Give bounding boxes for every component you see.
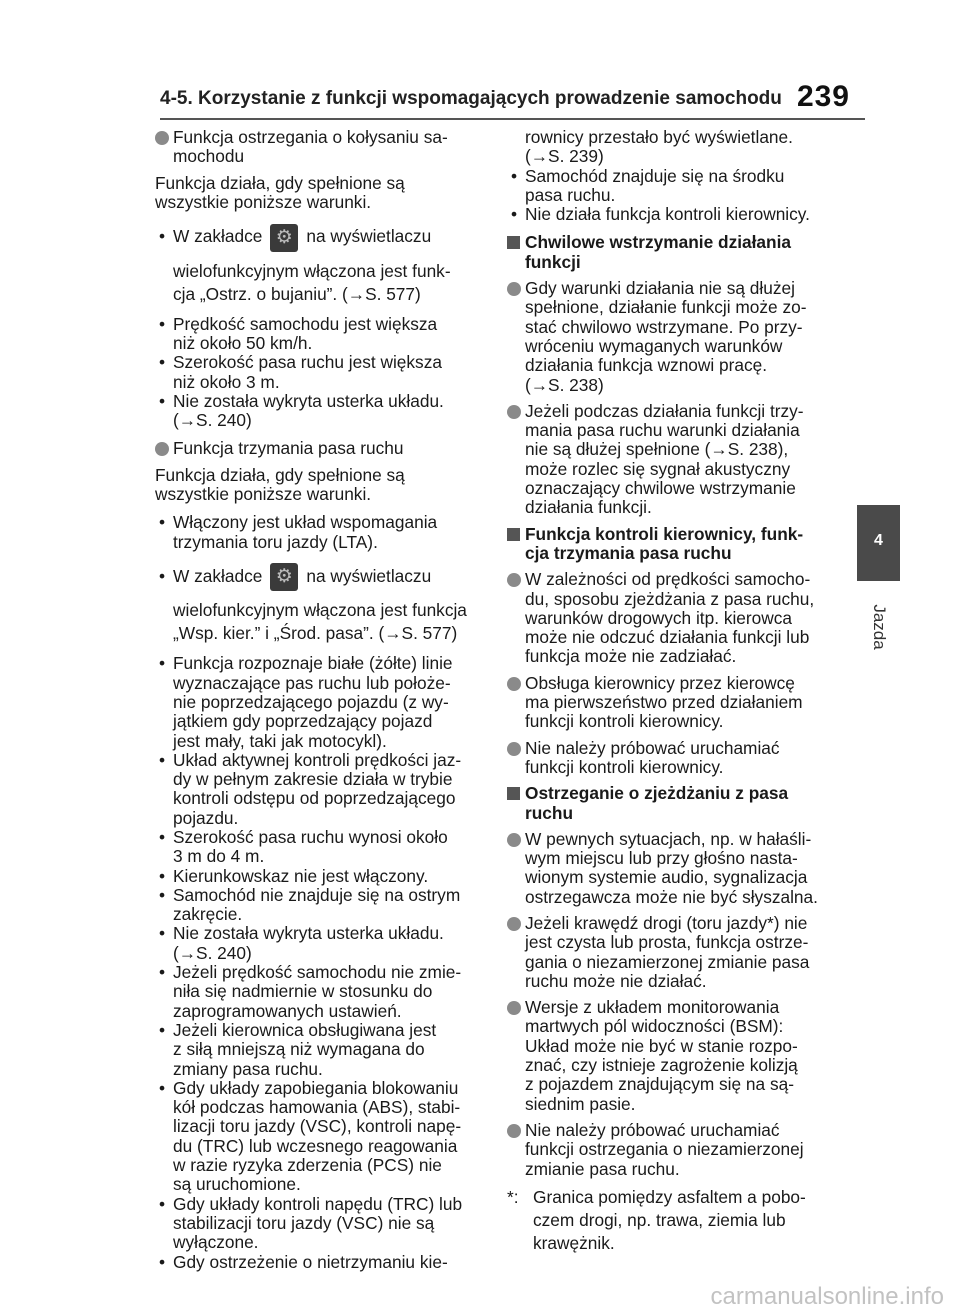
paragraph: Funkcja działa, gdy spełnione są wszystkie poniższe warunki.	[155, 172, 405, 212]
footnote-text: Granica pomiędzy asfaltem a pobo- czem drogi, np. trawa, ziemia lub krawężnik.	[533, 1186, 806, 1253]
chapter-tab[interactable]	[857, 505, 900, 581]
bullet-paragraph: Jeżeli podczas działania funkcji trzy- mania pasa ruchu warunki działania nie są dłużej spełnione (→S. 238), może rozlec się sygnał akustyczny oznaczający chwilowe wstrzymanie działania funkcji.	[507, 402, 832, 518]
bullet-paragraph: Gdy warunki działania nie są dłużej spełnione, działanie funkcji może zo- stać chwilowo wstrzymane. Po przy- wróceniu wymaganych warunków działania funkcja wznowi pracę. (→S. 238)	[507, 279, 832, 395]
header-divider	[160, 118, 865, 120]
condition-list	[155, 221, 485, 251]
bullet-paragraph: W zależności od prędkości samocho- du, sposobu zjeżdżania z pasa ruchu, warunków drogowych itp. kierowca może nie odczuć działania funkcji lub funkcja może nie zadziałać.	[507, 570, 832, 666]
condition-list	[155, 513, 485, 591]
list-item: • Samochód znajduje się na środku pasa ruchu.	[507, 167, 832, 206]
bullet-paragraph: Obsługa kierownicy przez kierowcę ma pierwszeństwo przed działaniem funkcji kontroli kierownicy.	[507, 674, 832, 732]
list-item: • Gdy układy zapobiegania blokowaniu kół podczas hamowania (ABS), stabi- lizacji toru jazdy (VSC), kontroli napę- du (TRC) lub wczesnego reagowania w razie ryzyka zderzenia (PCS) nie są uruchomione.	[155, 1079, 485, 1195]
watermark: carmanualsonline.info	[710, 1283, 944, 1310]
list-item: • Gdy ostrzeżenie o nietrzymaniu kie-	[155, 1253, 485, 1272]
list-item: • Nie została wykryta usterka układu. (→S. 240)	[155, 392, 485, 431]
list-item-continuation: rownicy przestało być wyświetlane. (→S. 239)	[525, 127, 793, 167]
list-item: • Układ aktywnej kontroli prędkości jaz- dy w pełnym zakresie działa w trybie kontroli odstępu od poprzedzającego pojazdu.	[155, 751, 485, 828]
list-item: • Kierunkowskaz nie jest włączony.	[155, 867, 485, 886]
paragraph: Funkcja działa, gdy spełnione są wszystkie poniższe warunki.	[155, 464, 405, 504]
condition-list	[155, 654, 485, 1272]
list-item: • Nie działa funkcja kontroli kierownicy.	[507, 205, 832, 224]
bullet-paragraph: Nie należy próbować uruchamiać funkcji ostrzegania o niezamierzonej zmianie pasa ruchu.	[507, 1121, 832, 1179]
condition-list	[155, 315, 485, 431]
list-item: • Prędkość samochodu jest większa niż około 50 km/h.	[155, 315, 485, 354]
settings-icon	[270, 563, 298, 591]
section-heading: Funkcja kontroli kierownicy, funk- cja trzymania pasa ruchu	[507, 525, 832, 564]
section-heading: Chwilowe wstrzymanie działania funkcji	[507, 233, 832, 272]
chapter-label	[857, 592, 900, 662]
bullet-heading: Funkcja ostrzegania o kołysaniu sa- mochodu	[155, 128, 485, 167]
right-column	[507, 128, 832, 1255]
bullet-paragraph: Jeżeli krawędź drogi (toru jazdy*) nie jest czysta lub prosta, funkcja ostrze- gania o niezamierzonej zmianie pasa ruchu może nie działać.	[507, 914, 832, 991]
left-column	[155, 128, 485, 1280]
settings-icon	[270, 224, 298, 252]
condition-list	[507, 167, 832, 225]
chapter-label-text: Jazda	[869, 604, 889, 650]
list-item: • W zakładce⚙ na wyświetlaczu	[155, 221, 485, 251]
list-item: • Samochód nie znajduje się na ostrym zakręcie.	[155, 886, 485, 925]
chapter-number: 4	[874, 532, 883, 549]
bullet-paragraph: Nie należy próbować uruchamiać funkcji kontroli kierownicy.	[507, 739, 832, 778]
list-item: • Jeżeli kierownica obsługiwana jest z siłą mniejszą niż wymagana do zmiany pasa ruchu.	[155, 1021, 485, 1079]
page-number: 239	[796, 80, 850, 113]
bullet-paragraph: Wersje z układem monitorowania martwych pól widoczności (BSM): Układ może nie być w stanie rozpo- znać, czy istnieje zagrożenie kolizją z pojazdem znajdującym się na są- siednim pasie.	[507, 998, 832, 1114]
list-item: • Szerokość pasa ruchu jest większa niż około 3 m.	[155, 353, 485, 392]
list-item-continuation: wielofunkcyjnym włączona jest funk- cja „Ostrz. o bujaniu”. (→S. 577)	[173, 260, 451, 304]
section-title: 4-5. Korzystanie z funkcji wspomagających prowadzenie samochodu	[160, 88, 782, 109]
page-header	[160, 80, 860, 116]
footnote-marker: *:	[507, 1186, 519, 1207]
list-item: • Włączony jest układ wspomagania trzymania toru jazdy (LTA).	[155, 513, 485, 552]
bullet-heading: Funkcja trzymania pasa ruchu	[155, 439, 485, 458]
list-item: • Szerokość pasa ruchu wynosi około 3 m do 4 m.	[155, 828, 485, 867]
section-heading: Ostrzeganie o zjeżdżaniu z pasa ruchu	[507, 784, 832, 823]
list-item: • Jeżeli prędkość samochodu nie zmie- niła się nadmiernie w stosunku do zaprogramowanych ustawień.	[155, 963, 485, 1021]
list-item-continuation: wielofunkcyjnym włączona jest funkcja „Wsp. kier.” i „Środ. pasa”. (→S. 577)	[173, 600, 467, 644]
list-item: • W zakładce⚙ na wyświetlaczu	[155, 561, 485, 591]
bullet-paragraph: W pewnych sytuacjach, np. w hałaśli- wym miejscu lub przy głośno nasta- wionym systemie audio, sygnalizacja ostrzegawcza może nie być słyszalna.	[507, 830, 832, 907]
footnote	[507, 1186, 832, 1255]
list-item: • Nie została wykryta usterka układu. (→S. 240)	[155, 924, 485, 963]
list-item: • Funkcja rozpoznaje białe (żółte) linie wyznaczające pas ruchu lub położe- nie poprzedzającego pojazdu (z wy- jątkiem gdy poprzedzający pojazd jest mały, taki jak motocykl).	[155, 654, 485, 750]
list-item: • Gdy układy kontroli napędu (TRC) lub stabilizacji toru jazdy (VSC) nie są wyłączone.	[155, 1195, 485, 1253]
